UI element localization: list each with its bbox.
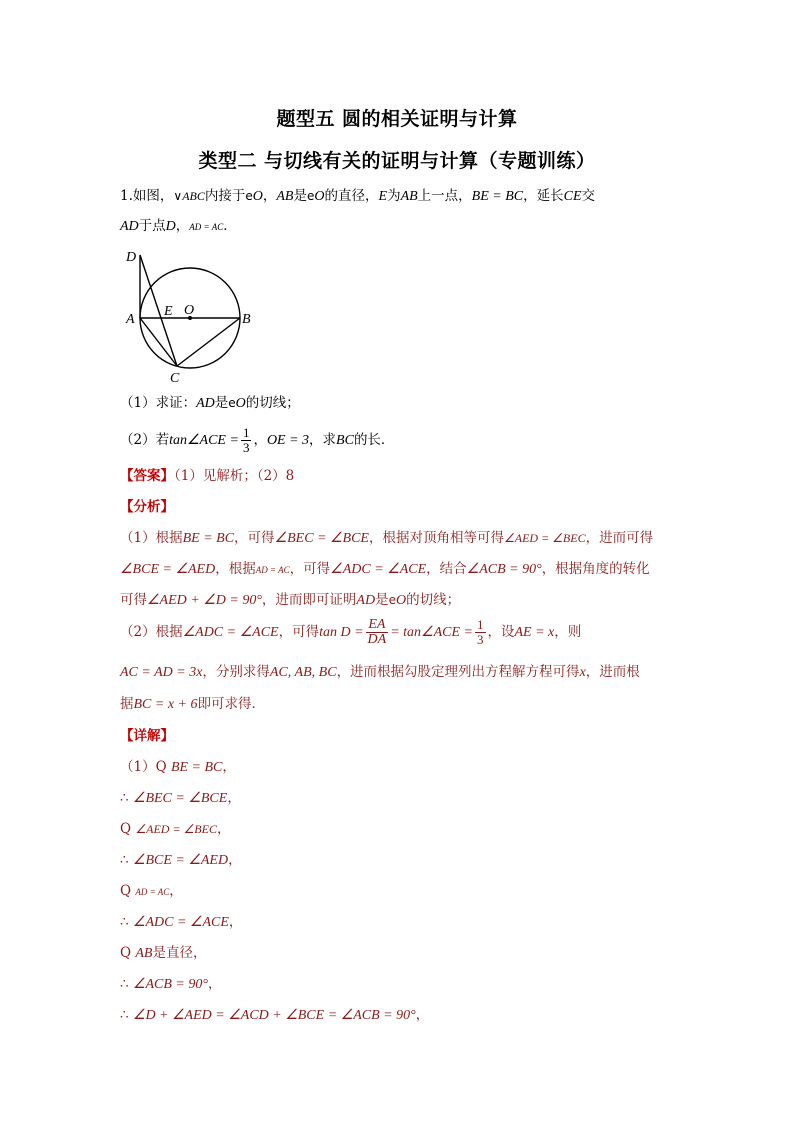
math-small: AD = AC	[189, 222, 224, 232]
math: O	[395, 593, 407, 608]
text: 可得	[120, 592, 147, 608]
math: AD	[196, 396, 215, 411]
text: 是	[214, 395, 229, 411]
step-expression: ∠BCE = ∠AED	[132, 853, 229, 868]
denominator: DA	[367, 632, 387, 647]
text: 为	[387, 188, 401, 204]
text: （2）若	[120, 432, 170, 448]
fraction	[475, 618, 486, 647]
step-expression: ∠ACB = 90°	[132, 977, 208, 992]
analysis-line-1	[120, 528, 653, 549]
detail-step	[120, 974, 221, 995]
text: ，分别求得	[202, 664, 270, 680]
main-title: 题型五 圆的相关证明与计算	[276, 108, 518, 130]
step-expression: AB	[135, 946, 153, 961]
text: ，进而根	[585, 664, 640, 680]
analysis-label: 【分析】	[120, 499, 174, 515]
geometry-figure	[120, 245, 260, 385]
step-prefix: Q	[120, 945, 136, 961]
step-prefix: ∴	[120, 852, 133, 868]
math: ∠BCE = ∠AED	[120, 562, 216, 577]
analysis-line-5	[120, 662, 640, 683]
analysis-line-6	[120, 694, 265, 715]
text: 如图，	[132, 188, 174, 204]
segment-cb	[177, 318, 240, 366]
problem-line-1	[120, 186, 595, 207]
text: ，进而根据勾股定理列出方程解方程可得	[336, 664, 580, 680]
step-expression: ∠BEC = ∠BCE	[132, 791, 228, 806]
label-o: O	[184, 303, 195, 318]
text: 交	[581, 188, 596, 204]
step-suffix: ，	[207, 976, 222, 992]
text: 是	[293, 188, 307, 204]
detail-step	[120, 1005, 429, 1026]
fraction	[241, 426, 252, 455]
text: ．	[223, 218, 237, 234]
math: ∠AED = ∠BEC	[503, 531, 586, 545]
label-b: B	[242, 312, 251, 327]
math: ABC	[182, 189, 205, 203]
step-suffix: ，	[415, 1007, 430, 1023]
numerator: 1	[242, 425, 250, 440]
step-suffix: ，	[228, 852, 242, 868]
triangle-symbol: ∨	[173, 189, 183, 203]
step-expression: ∠AED = ∠BEC	[135, 822, 217, 836]
text: ，	[175, 218, 190, 234]
math: OE = 3	[266, 433, 310, 448]
math: AB	[276, 189, 294, 204]
math: AC = AD = 3x	[120, 665, 203, 680]
step-suffix: ，	[227, 790, 241, 806]
math: AD	[356, 593, 376, 608]
math: O	[314, 189, 325, 204]
circle-symbol: e	[388, 593, 396, 607]
text: ，根据对顶角相等可得	[368, 530, 504, 546]
math: D	[165, 219, 176, 234]
math: O	[252, 189, 263, 204]
step-suffix: ，	[216, 821, 231, 837]
problem-line-2	[120, 216, 237, 237]
math: = tan∠ACE =	[390, 625, 473, 640]
text: ，可得	[289, 561, 331, 577]
step-prefix: Q	[120, 883, 136, 899]
math: ∠ACB = 90°	[466, 562, 542, 577]
fraction	[366, 618, 389, 647]
math: AD	[120, 219, 139, 234]
math: ∠BEC = ∠BCE	[274, 531, 369, 546]
detail-label-line	[120, 726, 174, 746]
detail-step	[120, 850, 242, 871]
text: ，延长	[523, 188, 564, 204]
step-suffix: ，	[222, 759, 236, 775]
answer-text: （1）见解析；（2）8	[174, 468, 295, 484]
step-prefix: Q	[120, 821, 136, 837]
sub-title: 类型二 与切线有关的证明与计算（专题训练）	[198, 150, 596, 172]
circle-symbol: e	[245, 189, 253, 203]
analysis-label-line	[120, 497, 174, 517]
answer-line	[120, 466, 294, 486]
text: 上一点，	[417, 188, 472, 204]
math-small: AD = AC	[255, 565, 290, 575]
answer-label: 【答案】	[120, 468, 174, 484]
text: （1）求证：	[120, 395, 197, 411]
detail-step	[120, 819, 230, 839]
math: BE = BC	[182, 531, 235, 546]
text: 的切线；	[245, 395, 300, 411]
numerator: EA	[366, 618, 389, 633]
detail-label: 【详解】	[120, 728, 174, 744]
text: 即可求得．	[197, 696, 265, 712]
detail-step	[120, 881, 183, 902]
step-suffix: ，	[228, 914, 243, 930]
math: AC, AB, BC	[269, 665, 337, 680]
text: ，进而可得	[585, 530, 654, 546]
math: x	[579, 665, 586, 680]
analysis-line-3	[120, 590, 460, 611]
text: 的直径，	[324, 188, 379, 204]
text: ，设	[487, 624, 515, 640]
text: 内接于	[204, 188, 246, 204]
text: ，	[262, 188, 277, 204]
detail-step	[120, 757, 236, 778]
text: （2）根据	[120, 624, 183, 640]
question-2	[120, 424, 394, 457]
math: AB	[400, 189, 418, 204]
step-prefix: ∴	[120, 914, 133, 930]
label-d: D	[126, 250, 137, 265]
text: ，根据	[215, 561, 256, 577]
text: ，可得	[278, 624, 320, 640]
text: ，则	[554, 624, 582, 640]
math: ∠ADC = ∠ACE	[182, 625, 279, 640]
math: BE = BC	[471, 189, 524, 204]
step-prefix: ∴	[120, 790, 133, 806]
problem-number: 1.	[120, 188, 133, 204]
step-suffix: 是直径，	[152, 945, 207, 961]
text: ，根据角度的转化	[541, 561, 650, 577]
analysis-line-4	[120, 614, 581, 651]
text: 据	[120, 696, 134, 712]
text: ，进而即可证明	[261, 592, 357, 608]
text: 的长．	[353, 432, 395, 448]
step-prefix: ∴	[120, 1007, 133, 1023]
step-suffix: ，	[169, 883, 183, 899]
math: E	[378, 189, 388, 204]
text: ，求	[309, 432, 337, 448]
detail-step	[120, 943, 206, 964]
denominator: 3	[242, 440, 250, 455]
detail-step	[120, 788, 241, 809]
step-prefix: ∴	[120, 976, 133, 992]
numerator: 1	[477, 617, 484, 632]
math: ∠AED + ∠D = 90°	[147, 593, 262, 608]
question-1	[120, 393, 300, 414]
math: tan D =	[319, 625, 364, 640]
text: 是	[375, 592, 389, 608]
math: O	[235, 396, 246, 411]
text: （1）根据	[120, 530, 183, 546]
circle-symbol: e	[306, 189, 315, 203]
label-c: C	[170, 371, 180, 385]
math: AE = x	[514, 625, 555, 640]
step-expression: AD = AC	[135, 887, 170, 897]
math: BC	[336, 433, 354, 448]
math: BC = x + 6	[133, 697, 198, 712]
math: CE	[563, 189, 582, 204]
step-expression: ∠ADC = ∠ACE	[132, 915, 229, 930]
text: ，	[253, 432, 267, 448]
analysis-line-2	[120, 559, 650, 580]
step-expression: ∠D + ∠AED = ∠ACD + ∠BCE = ∠ACB = 90°	[132, 1008, 416, 1023]
text: 的切线；	[406, 592, 461, 608]
text: ，可得	[234, 530, 275, 546]
label-e: E	[164, 304, 173, 319]
text: 于点	[138, 218, 166, 234]
math: tan∠ACE =	[169, 433, 239, 448]
detail-step	[120, 912, 242, 933]
step-expression: BE = BC	[170, 760, 223, 775]
step-prefix: （1）Q	[120, 759, 171, 775]
label-a: A	[126, 312, 135, 327]
math: ∠ADC = ∠ACE	[330, 562, 427, 577]
text: ，结合	[426, 561, 467, 577]
circle-symbol: e	[228, 396, 236, 410]
denominator: 3	[477, 632, 484, 647]
